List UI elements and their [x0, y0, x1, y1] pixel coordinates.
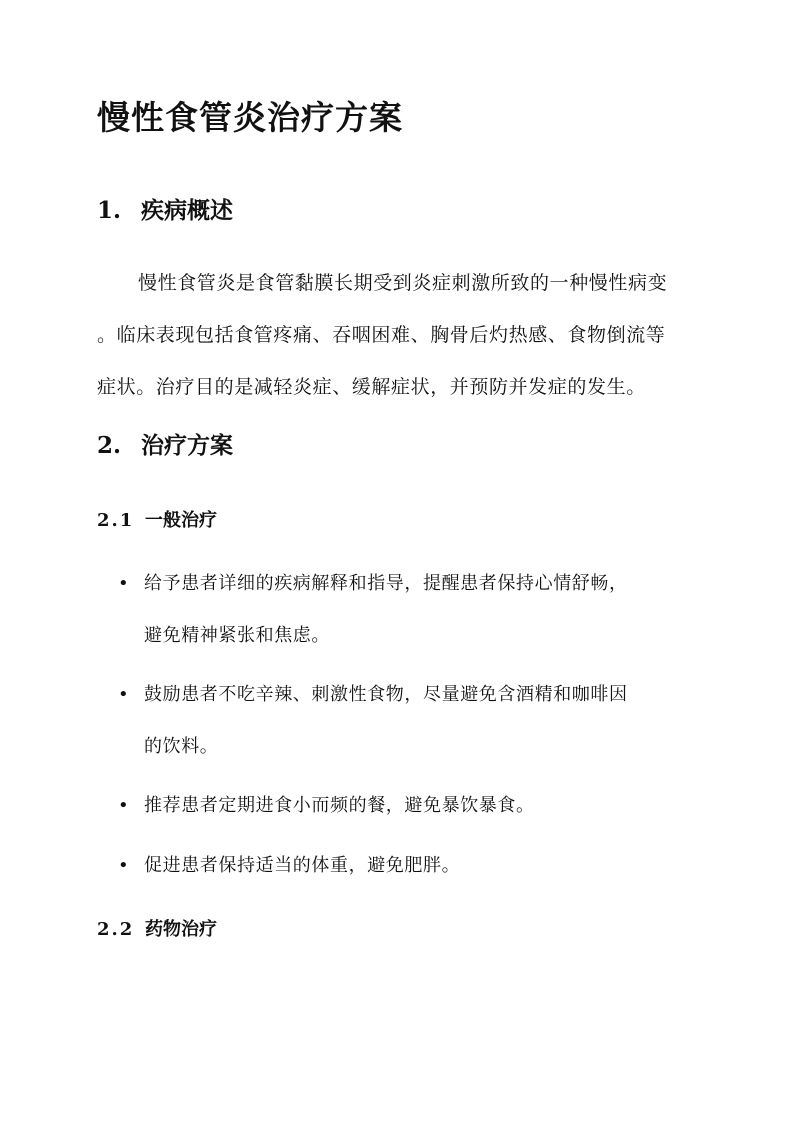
subsection-heading-medication — [97, 916, 217, 944]
subsection-number: 2.1 — [97, 510, 135, 531]
bullet-marker: • — [118, 573, 130, 594]
bullet-marker: • — [118, 855, 130, 876]
list-item — [118, 840, 708, 892]
list-item-line: 鼓励患者不吃辛辣、刺激性食物，尽量避免含酒精和咖啡因 — [144, 684, 628, 705]
subsection-title: 一般治疗 — [145, 510, 217, 531]
paragraph-line: 。临床表现包括食管疼痛、吞咽困难、胸骨后灼热感、食物倒流等 — [97, 324, 666, 346]
subsection-number: 2.2 — [97, 919, 135, 940]
bullet-marker: • — [118, 684, 130, 705]
list-item-line: 推荐患者定期进食小而频的餐，避免暴饮暴食。 — [144, 795, 535, 816]
list-item-line: 的饮料。 — [144, 736, 219, 757]
list-item-line: 促进患者保持适当的体重，避免肥胖。 — [144, 855, 461, 876]
section-heading-treatment — [97, 430, 233, 462]
section-number: 2. — [97, 432, 122, 459]
section-title: 疾病概述 — [141, 197, 233, 224]
subsection-heading-general — [97, 507, 217, 535]
paragraph-line: 慢性食管炎是食管黏膜长期受到炎症刺激所致的一种慢性病变 — [138, 272, 668, 294]
overview-paragraph — [97, 257, 703, 413]
section-title: 治疗方案 — [141, 432, 233, 459]
page-title: 慢性食管炎治疗方案 — [97, 98, 403, 137]
section-number: 1. — [97, 197, 122, 224]
list-item-line: 给予患者详细的疾病解释和指导，提醒患者保持心情舒畅， — [144, 573, 628, 594]
section-heading-overview — [97, 195, 233, 227]
list-item-line: 避免精神紧张和焦虑。 — [144, 625, 330, 646]
list-item — [118, 669, 708, 773]
list-item — [118, 780, 708, 832]
bullet-marker: • — [118, 795, 130, 816]
subsection-title: 药物治疗 — [145, 919, 217, 940]
paragraph-line: 症状。治疗目的是减轻炎症、缓解症状，并预防并发症的发生。 — [97, 376, 646, 398]
list-item — [118, 558, 708, 662]
